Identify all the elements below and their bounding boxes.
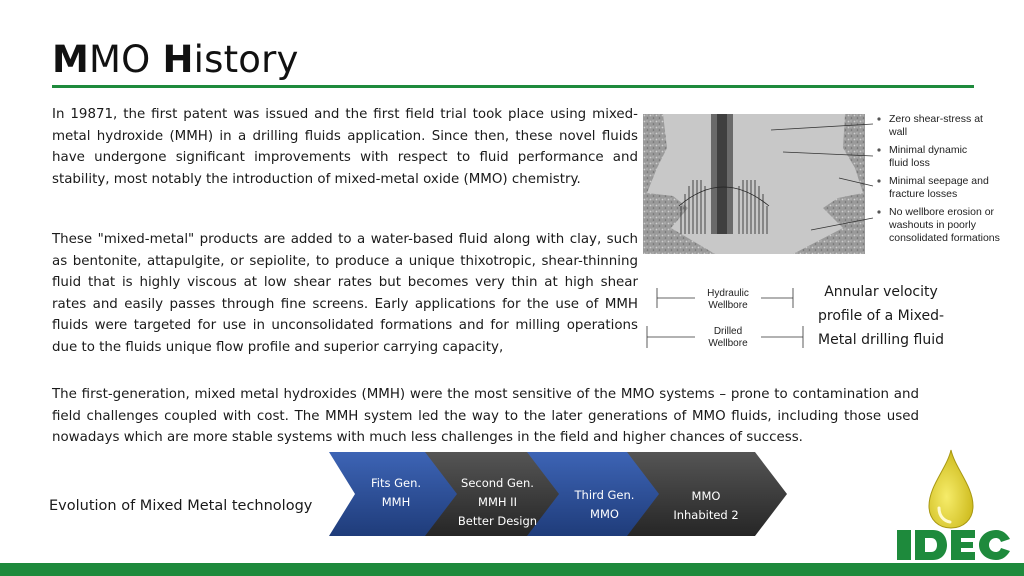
svg-text:Wellbore: Wellbore bbox=[708, 300, 748, 311]
oil-drop-icon bbox=[929, 450, 973, 528]
label-drilled-wellbore: Drilled bbox=[713, 326, 743, 337]
figure-bullets bbox=[877, 113, 1000, 244]
bullet-seepage: Minimal seepage and bbox=[889, 175, 989, 187]
svg-text:wall: wall bbox=[889, 126, 908, 138]
paragraph-history-intro: In 19871, the first patent was issued and the first field trial took place using mixed-metal hydroxide (MMH) in a drilling fluids application. Since then, these novel fluids have undergone significant improvements with respect to fluid performance and stability, most notably the introduction of mixed-metal oxide (MMO) chemistry. bbox=[52, 107, 638, 187]
idec-wordmark bbox=[897, 530, 1010, 560]
figure-caption: Annular velocity profile of a Mixed-Metal drilling fluid bbox=[817, 284, 945, 348]
label-hydraulic-wellbore: Hydraulic bbox=[707, 288, 749, 299]
bullet-no-erosion: No wellbore erosion or bbox=[889, 206, 995, 218]
svg-text:Wellbore: Wellbore bbox=[708, 338, 748, 349]
title-underline bbox=[52, 85, 974, 88]
paragraph-generations: The first-generation, mixed metal hydroxides (MMH) were the most sensitive of the MMO systems – prone to contamination and field challenges coupled with cost. The MMH system led the way to the later generations of MMO fluids, including those used nowadays which are more stable systems with much less challenges in the field and higher chances of success. bbox=[52, 387, 919, 446]
svg-text:fracture losses: fracture losses bbox=[889, 188, 958, 200]
chevron-step-2-text: Second Gen. MMH II Better Design bbox=[457, 476, 538, 528]
svg-text:fluid loss: fluid loss bbox=[889, 157, 930, 169]
paragraph-mixed-metal-products: These "mixed-metal" products are added to a water-based fluid along with clay, such as bentonite, attapulgite, or sepiolite, to produce a unique thixotropic, shear-thinning fluid that is highly viscous at low shear rates but becomes very thin at high shear rates and easily passes through fine screens. Early applications for the use of MMH fluids were targeted for use in unconsolidated formations and for milling operations due to the fluids unique flow profile and superior carrying capacity, bbox=[52, 232, 638, 355]
evolution-label: Evolution of Mixed Metal technology bbox=[49, 498, 313, 514]
bottom-accent-bar bbox=[0, 563, 1024, 576]
svg-text:washouts in poorly: washouts in poorly bbox=[889, 219, 976, 231]
svg-text:IDEC: IDEC bbox=[893, 448, 896, 449]
chevron-step-3-text: Third Gen. MMO bbox=[574, 488, 635, 521]
bullet-dynamic-fluid-loss: Minimal dynamic bbox=[889, 144, 968, 156]
page-title: MMO History bbox=[52, 38, 299, 81]
chevron-step-1-text: Fits Gen. MMH bbox=[370, 476, 422, 509]
svg-text:consolidated formations: consolidated formations bbox=[889, 232, 1000, 244]
chevron-step-4-text: MMO Inhabited 2 bbox=[673, 489, 739, 522]
bullet-zero-shear: Zero shear-stress at bbox=[889, 113, 983, 125]
idec-logo bbox=[893, 448, 1015, 563]
